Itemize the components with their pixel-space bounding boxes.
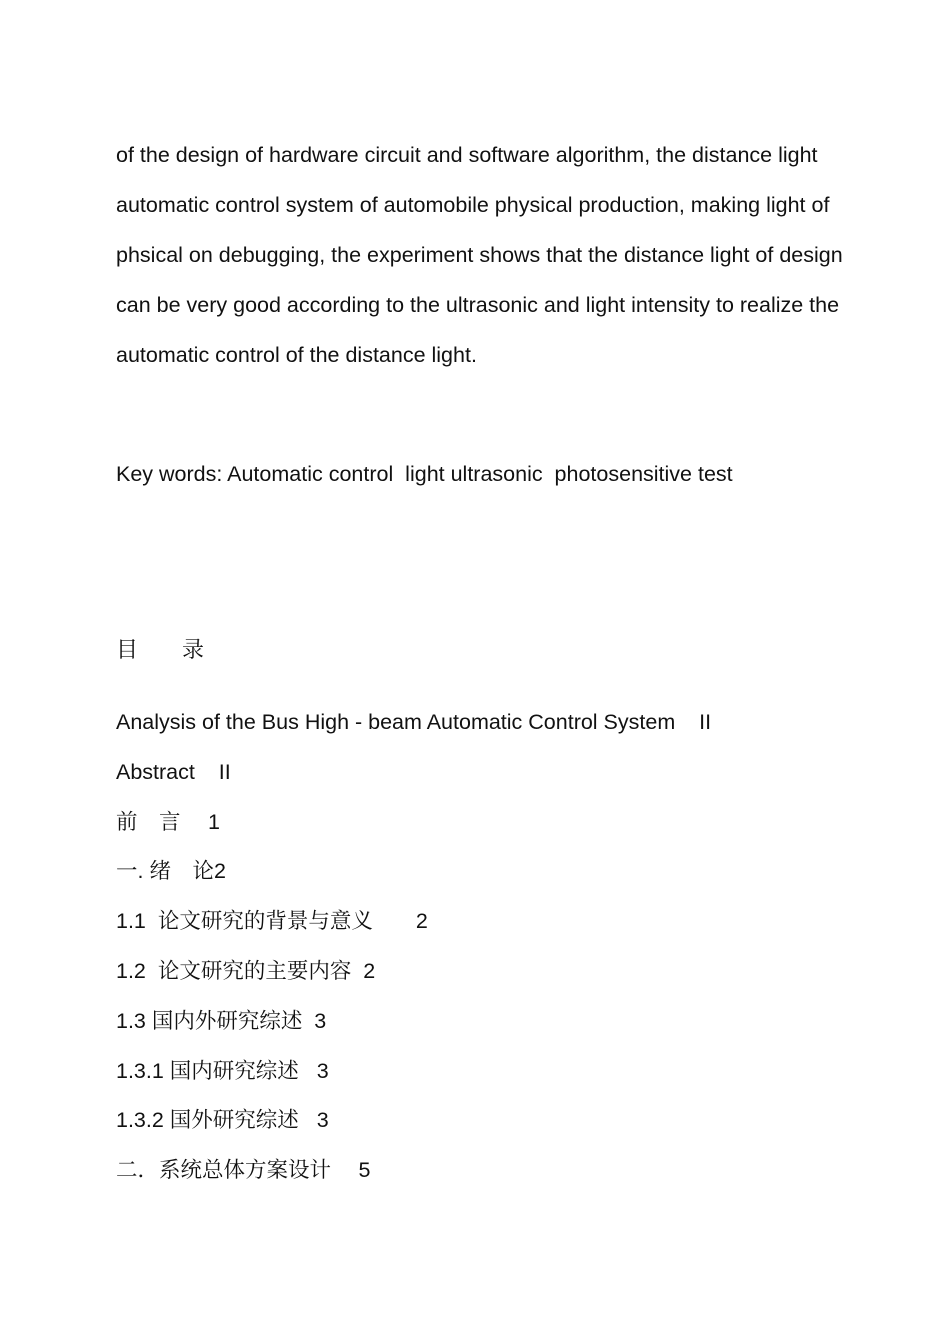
keywords-line: Key words: Automatic control light ultrasonic photosensitive test [116,462,733,486]
toc-entry[interactable]: 1.2 论文研究的主要内容 2 [116,958,376,983]
toc-entry[interactable]: Abstract II [116,759,231,784]
toc-entry[interactable]: 一. 绪 论2 [116,859,226,884]
toc-entry[interactable]: 1.3 国内外研究综述 3 [116,1008,327,1033]
abstract-paragraph: of the design of hardware circuit and software algorithm, the distance light automatic control system of automobile physical production, making light of phsical on debugging, the experiment shows that the distance light of design can be very good according to the ultrasonic and light intensity to realize the automatic control of the distance light. [116,143,843,367]
toc-entry[interactable]: 1.1 论文研究的背景与意义 2 [116,909,428,934]
toc-entry[interactable]: 1.3.2 国外研究综述 3 [116,1108,329,1133]
toc-title: 目 录 [116,637,205,662]
toc-entry[interactable]: 二．系统总体方案设计 5 [116,1158,371,1183]
toc-entry[interactable]: Analysis of the Bus High - beam Automatic Control System II [116,710,712,734]
toc-entry[interactable]: 1.3.1 国内研究综述 3 [116,1058,329,1083]
toc-entry[interactable]: 前 言 1 [116,809,220,834]
abstract-section [116,130,846,380]
table-of-contents [116,698,711,1196]
